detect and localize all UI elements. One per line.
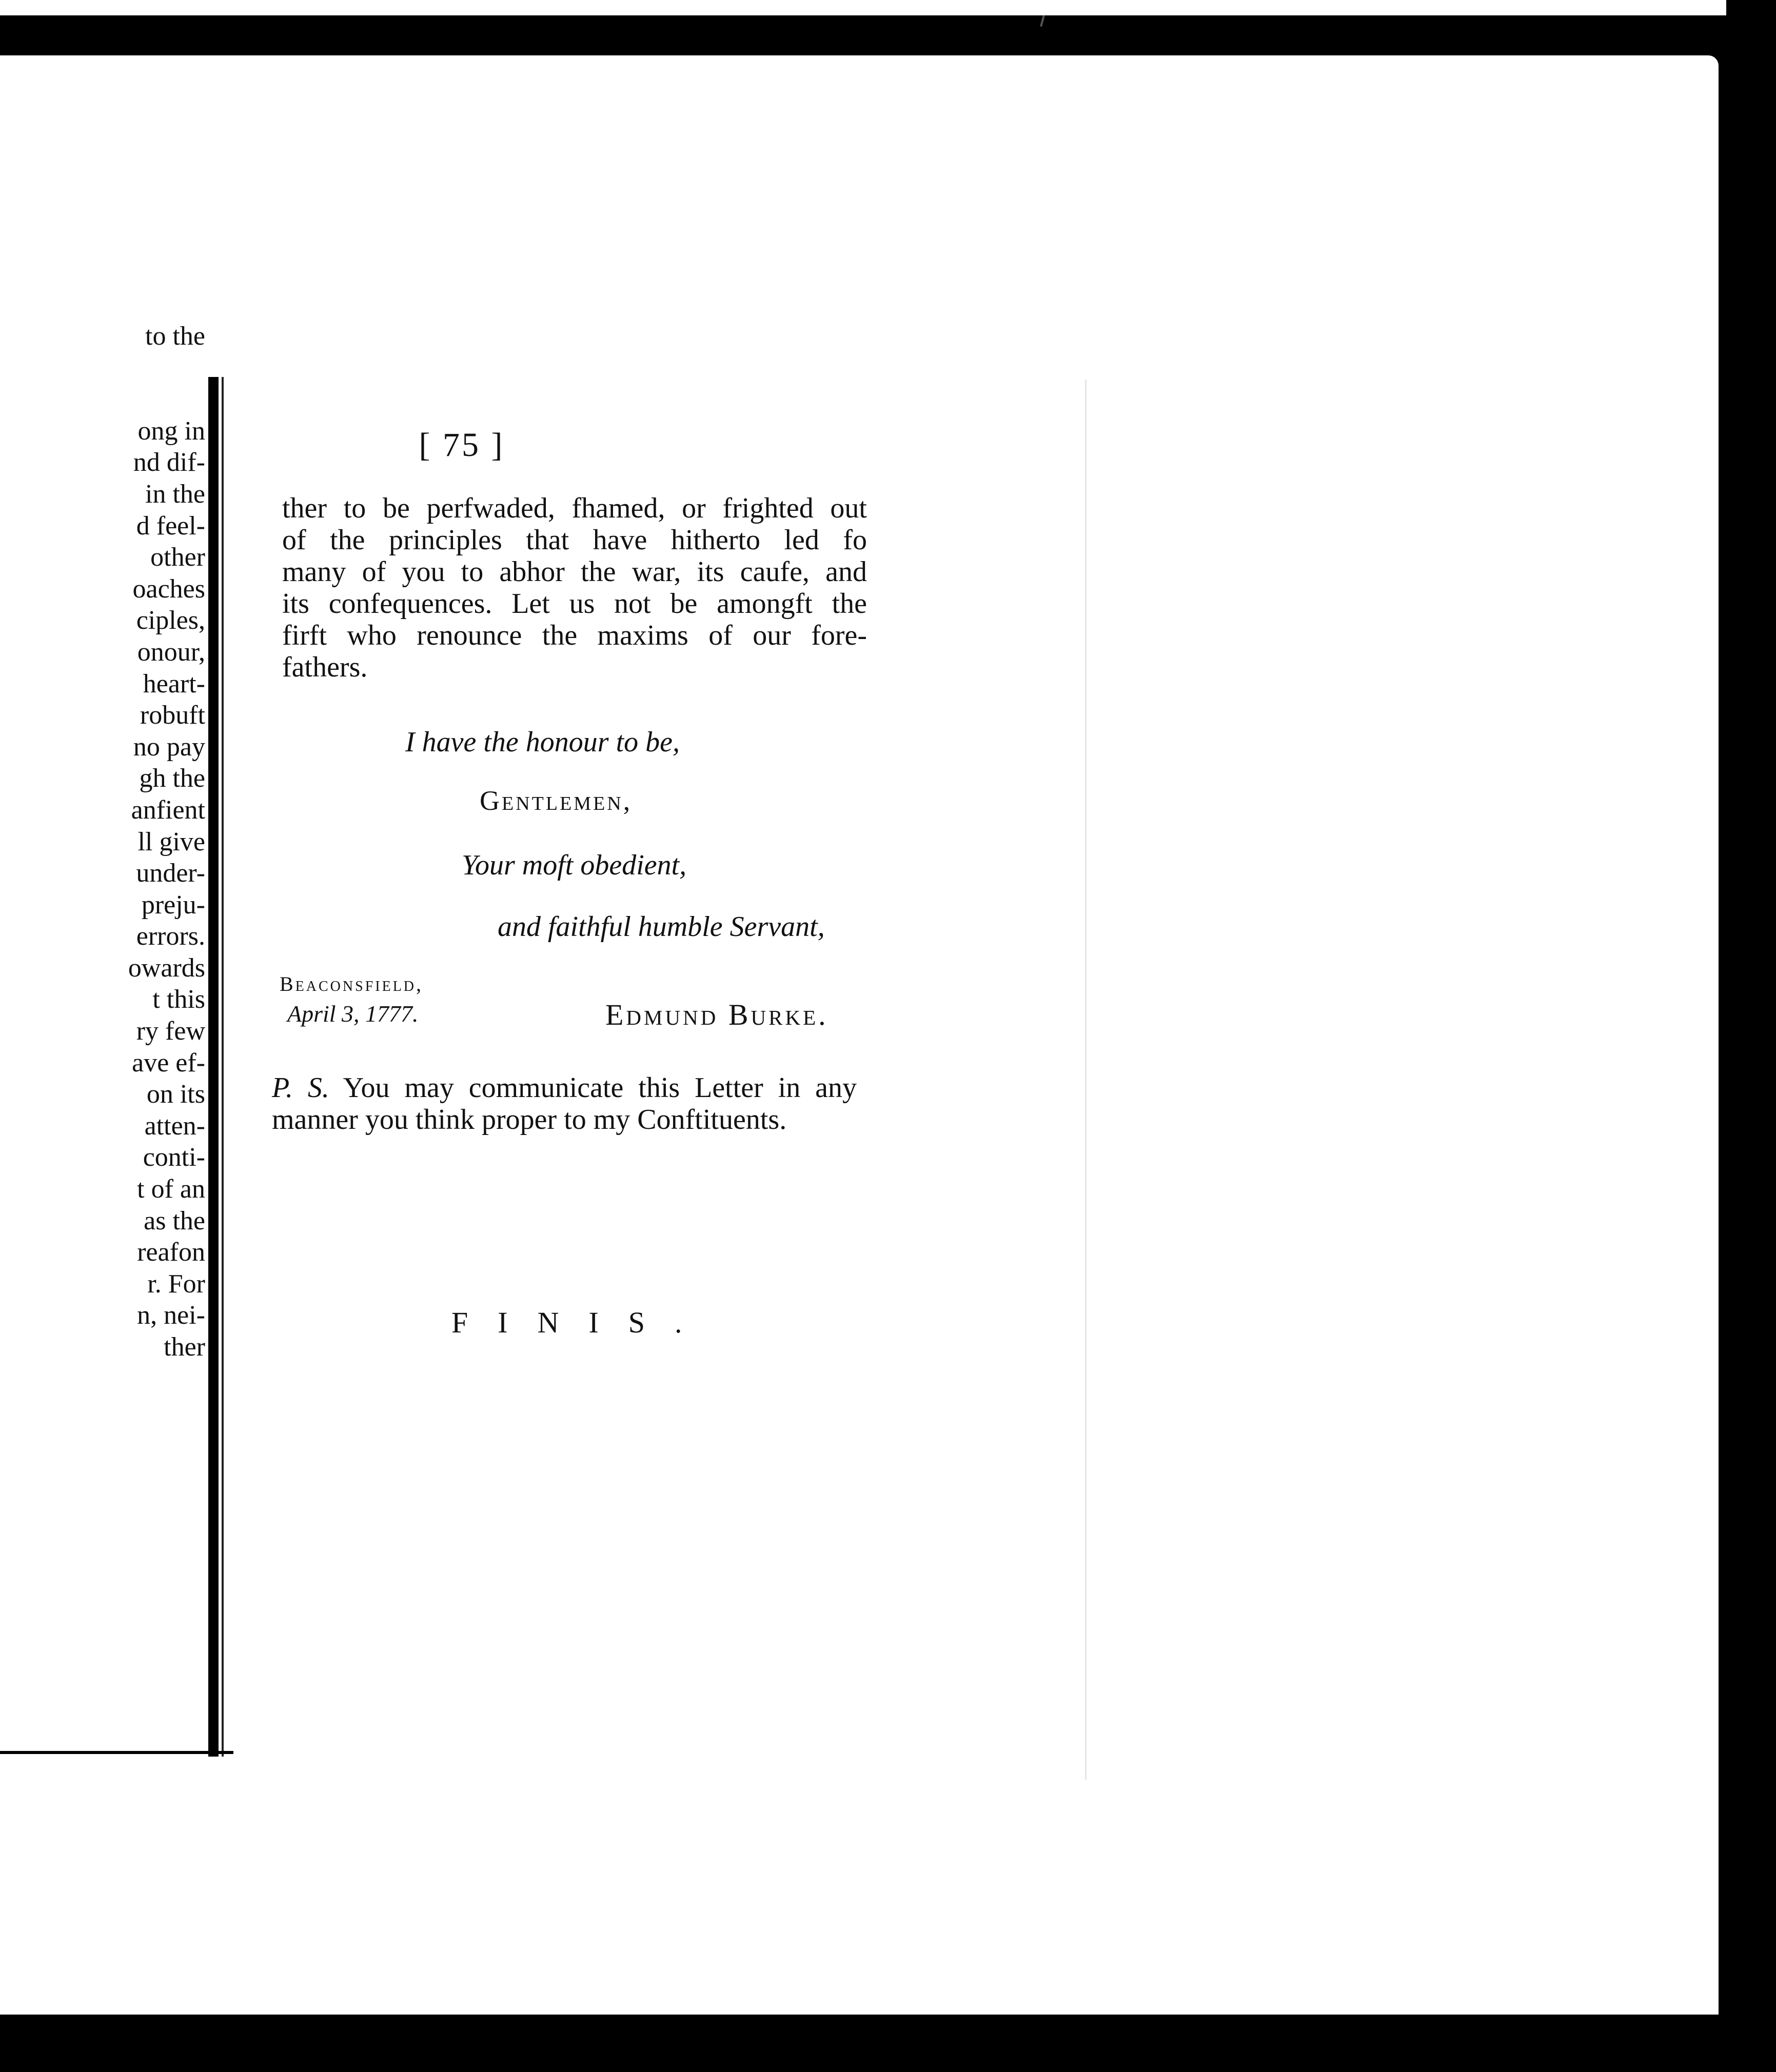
page-number: [ 75 ] xyxy=(419,426,505,464)
left-line: atten- xyxy=(144,1111,205,1141)
left-line: errors. xyxy=(136,922,205,951)
complimentary-close-2: Your moft obedient, xyxy=(462,849,687,881)
left-line: reafon xyxy=(137,1238,205,1267)
salutation: Gentlemen, xyxy=(480,785,633,816)
letter-date: April 3, 1777. xyxy=(287,1001,419,1027)
closing-paragraph xyxy=(282,492,867,683)
left-line: anfient xyxy=(131,795,205,825)
left-line: t of an xyxy=(137,1174,205,1204)
left-line: no pay xyxy=(133,732,205,762)
postscript-text: You may communicate this Letter in any manner you think proper to my Conftituents. xyxy=(272,1072,857,1135)
left-page xyxy=(0,321,205,1754)
paragraph-line: ther to be perfwaded, fhamed, or frighted out xyxy=(282,492,867,524)
finis-mark: FINIS. xyxy=(451,1306,712,1339)
left-line: t this xyxy=(152,985,205,1014)
left-line: ll give xyxy=(137,827,205,856)
left-line: d feel- xyxy=(136,511,205,541)
left-line: ave ef- xyxy=(132,1048,205,1078)
left-page-text xyxy=(0,321,205,1363)
scan-top-border xyxy=(0,15,1776,56)
sheet-edge-mark xyxy=(1721,1751,1726,1766)
left-line: in the xyxy=(145,479,205,509)
left-line: onour, xyxy=(137,637,205,667)
paragraph-line: its confequences. Let us not be amongft the xyxy=(282,588,867,620)
left-line: ther xyxy=(164,1332,205,1362)
paragraph-line: of the principles that have hitherto led fo xyxy=(282,524,867,556)
complimentary-close: I have the honour to be, xyxy=(405,726,680,758)
paragraph-line: many of you to abhor the war, its caufe, and xyxy=(282,556,867,588)
paragraph-line: firft who renounce the maxims of our fore- xyxy=(282,620,867,651)
left-line: as the xyxy=(144,1206,205,1236)
left-line: heart- xyxy=(143,669,205,699)
left-line: n, nei- xyxy=(137,1301,205,1330)
left-line: ciples, xyxy=(136,606,205,635)
postscript xyxy=(272,1072,857,1135)
letter-place: Beaconsfield, xyxy=(280,972,424,995)
signature-name: Edmund Burke. xyxy=(605,998,828,1031)
scan-right-border xyxy=(1726,0,1776,2072)
left-line: preju- xyxy=(141,890,205,920)
left-line xyxy=(0,352,205,384)
postscript-label: P. S. xyxy=(272,1072,329,1104)
left-line: robuft xyxy=(140,701,205,730)
left-line: owards xyxy=(128,953,205,983)
left-line: nd dif- xyxy=(133,448,205,477)
left-line: gh the xyxy=(139,764,205,793)
left-line: conti- xyxy=(143,1143,205,1172)
scan-top-margin xyxy=(0,0,1776,15)
left-line: r. For xyxy=(147,1269,205,1299)
complimentary-close-3: and faithful humble Servant, xyxy=(498,911,825,943)
left-line: under- xyxy=(136,859,205,888)
left-line: other xyxy=(150,543,205,572)
book-gutter xyxy=(208,377,235,1757)
page-bottom-edge xyxy=(0,1751,236,1754)
left-line: on its xyxy=(146,1080,205,1109)
scan-bottom-border xyxy=(0,2016,1776,2072)
left-line xyxy=(0,384,205,415)
left-line: to the xyxy=(145,322,205,351)
left-line: oaches xyxy=(132,574,205,604)
left-line: ong in xyxy=(137,416,205,446)
paragraph-line: fathers. xyxy=(282,651,368,683)
left-line: ry few xyxy=(136,1017,205,1046)
